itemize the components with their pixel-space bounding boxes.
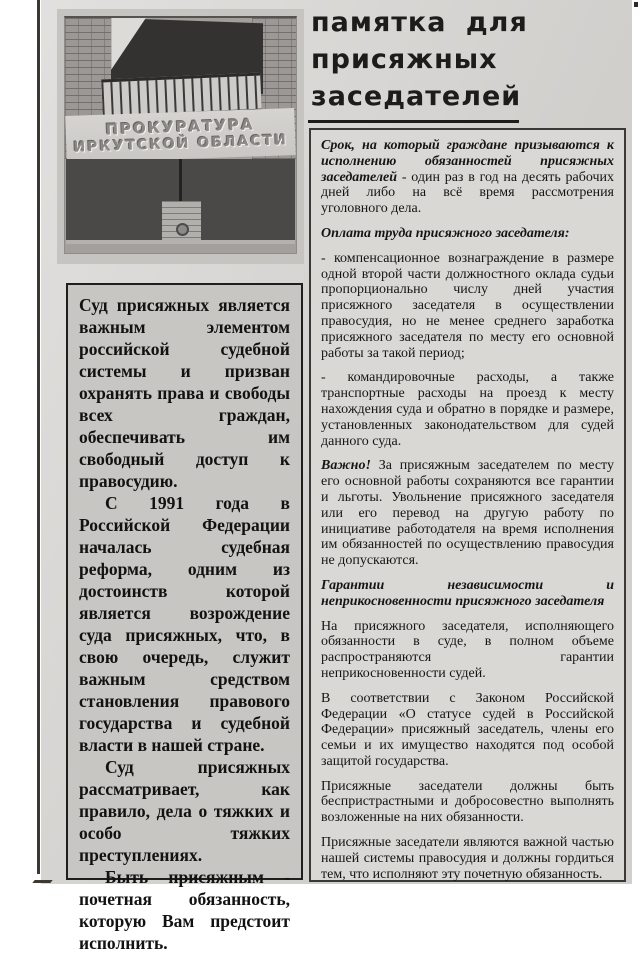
lead-in-term: Срок, на который граждане призываются к исполнению обязанностей присяжных заседателей (321, 138, 614, 185)
right-paragraph-important-text: За присяжным заседателем по месту его основной работы сохраняются все гарантии и льготы. Увольнение присяжного заседателя или его перевод на другую работу по инициативе работодателя на время исполнения им обязанностей по осуществлению правосудия не допускаются. (321, 458, 614, 569)
right-paragraph-term-text: - один раз в год на десять рабочих дней либо на всё время рассмотрения уголовного дела. (321, 169, 614, 217)
left-paragraph-3: Суд присяжных рассматривает, как правило, дела о тяжких и особо тяжких преступлениях. (79, 757, 290, 865)
right-paragraph-impartial: Присяжные заседатели должны быть беспристрастными и добросовестно выполнять возложенные на них обязанности. (321, 778, 614, 826)
left-text-box (66, 283, 303, 953)
page-title-line2: присяжных (311, 44, 498, 75)
lead-in-important: Важно! (321, 458, 371, 474)
left-paragraph-2: С 1991 года в Российской Федерации началась судебная реформа, одним из достоинств которой является возрождение суда присяжных, что, в свою очередь, служит важным средством становления правового государства и судебной власти в нашей стране. (79, 493, 290, 755)
right-paragraph-important (321, 458, 614, 569)
title-underline (308, 120, 519, 123)
left-paragraph-4: Быть присяжным - почетная обязанность, которую Вам предстоит исполнить. (79, 867, 290, 953)
right-paragraph-immunity: На присяжного заседателя, исполняющего обязанности в суде, в полном объеме распространяются гарантии неприкосновенности судей. (321, 618, 614, 681)
pillar-ring (176, 223, 189, 236)
right-paragraph-term (321, 138, 614, 217)
ground-strip (66, 240, 295, 243)
building-photo-frame (64, 16, 297, 254)
building-photo (57, 9, 304, 264)
scan-edge-line (37, 0, 40, 874)
lower-wall (66, 159, 295, 244)
right-paragraph-compensation: - компенсационное вознаграждение в размере одной второй части должностного оклада судьи пропорционально числу дней участия присяжного заседателя в осуществлении правосудия, но не менее среднего заработка присяжного заседателя по месту его основной работы за такой период; (321, 250, 614, 361)
right-text-box (309, 128, 626, 882)
section-heading-guarantees: Гарантии независимости и неприкосновенности присяжного заседателя (321, 577, 614, 609)
section-heading-payment: Оплата труда присяжного заседателя: (321, 225, 570, 241)
right-paragraph-law: В соответствии с Законом Российской Федерации «О статусе судей в Российской Федерации» присяжный заседатель, члены его семьи и их имущество находятся под особой защитой государства. (321, 690, 614, 769)
page-title (311, 4, 637, 115)
page-title-line3: заседателей (311, 81, 522, 112)
left-paragraph-1: Суд присяжных является важным элементом российской судебной системы и призван охранять права и свободы всех граждан, обеспечивать им свободный доступ к правосудию. (79, 295, 290, 491)
building-sign-line2: ИРКУТСКОЙ ОБЛАСТИ (73, 131, 289, 156)
building-sign-line1: ПРОКУРАТУРА (105, 115, 256, 139)
right-paragraph-travel: - командировочные расходы, а также транспортные расходы на проезд к месту нахождения суда и обратно в порядке и размере, установленных законодательством для судей данного суда. (321, 370, 614, 449)
building-sign (65, 108, 295, 163)
right-paragraph-pride: Присяжные заседатели являются важной частью нашей системы правосудия и должны гордиться тем, что исполняют эту почетную обязанность. (321, 835, 614, 882)
page-title-line1: памятка для (311, 7, 528, 38)
